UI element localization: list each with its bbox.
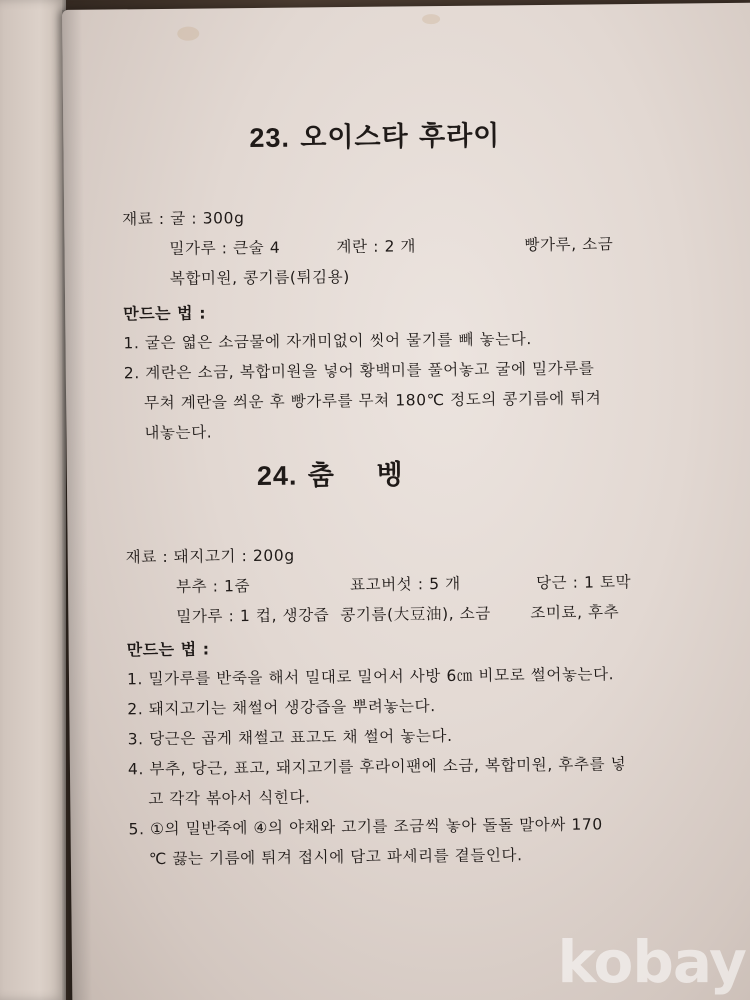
recipe-23-step: 무쳐 계란을 씌운 후 빵가루를 무쳐 180℃ 정도의 콩기름에 튀겨 bbox=[144, 389, 602, 413]
recipe-24-ingredients-label: 재료 : 돼지고기 : 200g bbox=[125, 546, 295, 567]
recipe-24-step: 4. 부추, 당근, 표고, 돼지고기를 후라이팬에 소금, 복합미원, 후추를 넣 bbox=[127, 755, 627, 779]
recipe-23-name: 오이스타 후라이 bbox=[300, 120, 501, 154]
recipe-23-number: 23. bbox=[249, 122, 291, 154]
recipe-23-ingredient-flour: 밀가루 : 큰술 4 bbox=[169, 238, 281, 258]
recipe-23-step: 1. 굴은 엷은 소금물에 자개미없이 씻어 물기를 빼 놓는다. bbox=[123, 330, 532, 353]
recipe-24-number: 24. bbox=[256, 460, 298, 491]
recipe-24-step: 3. 당근은 곱게 채썰고 표고도 채 썰어 놓는다. bbox=[127, 726, 453, 749]
recipe-24-ingredient-carrot: 당근 : 1 토막 bbox=[535, 573, 632, 593]
recipe-23-method-label: 만드는 법 : bbox=[123, 303, 207, 324]
page-content bbox=[62, 3, 750, 1000]
left-page-edge bbox=[0, 0, 66, 1000]
recipe-24-ingredient-mushroom: 표고버섯 : 5 개 bbox=[349, 574, 461, 595]
recipe-23-step: 내놓는다. bbox=[144, 423, 213, 443]
recipe-23-title bbox=[249, 113, 500, 155]
recipe-24-ingredient-flour: 밀가루 : 1 컵, 생강즙 bbox=[176, 606, 330, 626]
book-page bbox=[62, 3, 750, 1000]
recipe-24-method-label: 만드는 법 : bbox=[126, 639, 210, 660]
recipe-24-step: 고 각각 볶아서 식힌다. bbox=[148, 788, 311, 809]
recipe-23-ingredient-egg: 계란 : 2 개 bbox=[336, 237, 417, 257]
recipe-24-step: 5. ①의 밀반죽에 ④의 야채와 고기를 조금씩 놓아 돌돌 말아싸 170 bbox=[128, 815, 603, 839]
recipe-24-ingredient-oil: 콩기름(大豆油), 소금 bbox=[340, 604, 491, 625]
recipe-23-ingredients-label: 재료 : 굴 : 300g bbox=[122, 209, 245, 229]
recipe-24-step: ℃ 끓는 기름에 튀겨 접시에 담고 파세리를 곁들인다. bbox=[148, 846, 523, 869]
recipe-24-ingredient-chive: 부추 : 1줌 bbox=[175, 577, 251, 596]
recipe-23-step: 2. 계란은 소금, 복합미원을 넣어 황백미를 풀어놓고 굴에 밀가루를 bbox=[123, 359, 595, 383]
recipe-23-ingredient-oil: 복합미원, 콩기름(튀김용) bbox=[169, 268, 350, 288]
recipe-24-step: 1. 밀가루를 반죽을 해서 밀대로 밀어서 사방 6㎝ 비모로 썰어놓는다. bbox=[126, 665, 615, 689]
watermark-logo: kobay bbox=[557, 928, 746, 996]
recipe-24-title bbox=[257, 452, 404, 493]
recipe-23-ingredient-breadcrumb: 빵가루, 소금 bbox=[524, 235, 614, 255]
recipe-24-step: 2. 돼지고기는 채썰어 생강즙을 뿌려놓는다. bbox=[127, 697, 436, 719]
recipe-24-name: 춤 벵 bbox=[307, 459, 404, 492]
recipe-24-ingredient-seasoning: 조미료, 후추 bbox=[530, 603, 620, 623]
